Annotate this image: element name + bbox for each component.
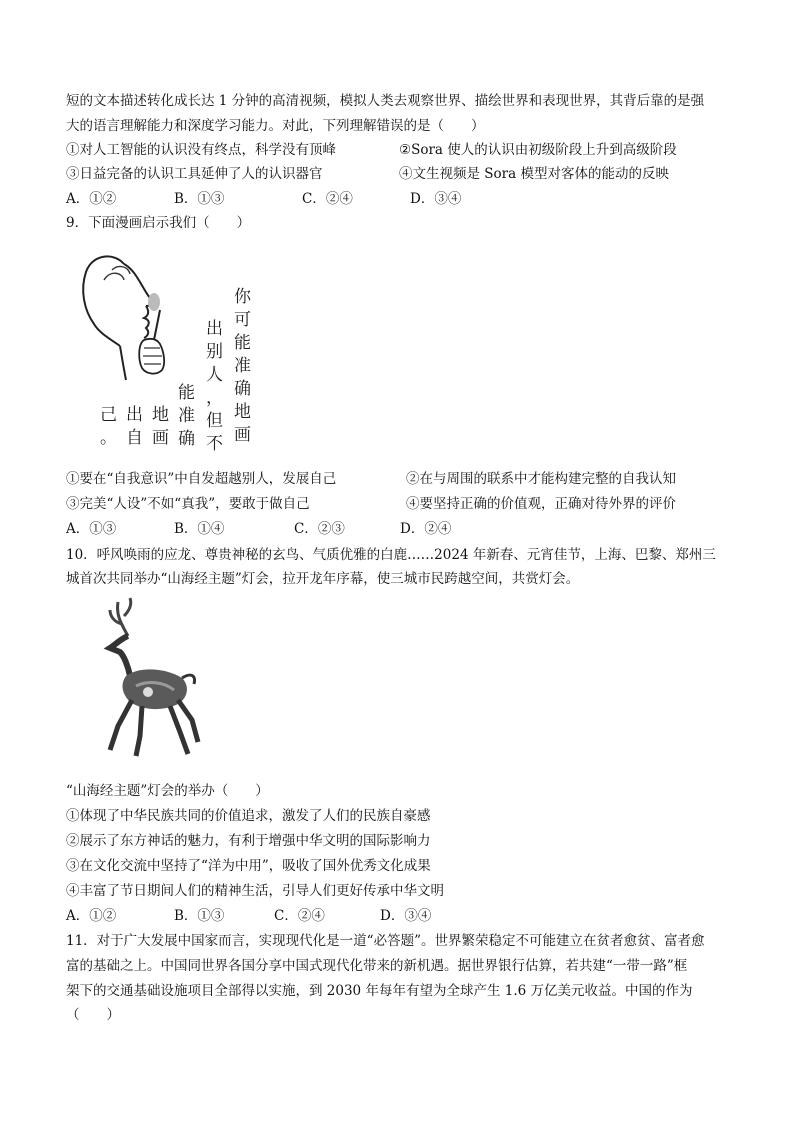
- q9-choice-c[interactable]: C．②③: [294, 521, 345, 537]
- q8-choice-a[interactable]: A．①②: [66, 191, 117, 207]
- cartoon-text-col5: 出自: [126, 405, 143, 448]
- q10-statement-4: ④丰富了节日期间人们的精神生活，引导人们更好传承中华文明: [66, 883, 444, 899]
- q10-text-line1: 10．呼风唤雨的应龙、尊贵神秘的玄鸟、气质优雅的白鹿……2024 年新春、元宵佳节，上海、巴黎、郑州三: [66, 547, 716, 563]
- cartoon-image: [64, 240, 274, 460]
- q8-choice-d[interactable]: D．③④: [410, 191, 462, 207]
- deer-lantern-image: [70, 596, 210, 766]
- q8-choices: [66, 190, 461, 208]
- q10-text-line2: 城首次共同举办“山海经主题”灯会，拉开龙年序幕，使三城市民跨越空间，共赏灯会。: [66, 571, 580, 587]
- q8-choice-c[interactable]: C．②④: [302, 191, 353, 207]
- q11-text-line1: 11．对于广大发展中国家而言，实现现代化是一道“必答题”。世界繁荣稳定不可能建立在贫者愈贫、富者愈: [66, 933, 705, 949]
- q9-statement-4: ④要坚持正确的价值观，正确对待外界的评价: [406, 496, 676, 512]
- q10-choices: [66, 907, 431, 925]
- q9-choice-b[interactable]: B．①④: [174, 521, 225, 537]
- q10-choice-b[interactable]: B．①③: [174, 908, 225, 924]
- q9-statement-2: ②在与周围的联系中才能构建完整的自我认知: [406, 471, 676, 487]
- q9-choice-d[interactable]: D．②④: [400, 521, 452, 537]
- q9-choices: [66, 520, 451, 538]
- q10-statement-1: ①体现了中华民族共同的价值追求，激发了人们的民族自豪感: [66, 808, 431, 824]
- q8-statement-1: ①对人工智能的认识没有终点，科学没有顶峰: [66, 142, 336, 158]
- cartoon-text-col4: 地画: [152, 405, 169, 448]
- q8-statement-4: ④文生视频是 Sora 模型对客体的能动的反映: [399, 166, 669, 182]
- q10-stem: “山海经主题”灯会的举办（ ）: [66, 783, 269, 799]
- q10-statement-2: ②展示了东方神话的魅力，有利于增强中华文明的国际影响力: [66, 833, 431, 849]
- q9-statement-1: ①要在“自我意识”中自发超越别人，发展自己: [66, 471, 337, 487]
- q10-statement-3: ③在文化交流中坚持了“洋为中用”，吸收了国外优秀文化成果: [66, 858, 431, 874]
- q11-text-line2: 富的基础之上。中国同世界各国分享中国式现代化带来的新机遇。据世界银行估算，若共建“一带一路”框: [66, 958, 688, 974]
- q8-choice-b[interactable]: B．①③: [174, 191, 225, 207]
- q11-answer-blank: （ ）: [66, 1007, 120, 1023]
- q10-choice-d[interactable]: D．③④: [380, 908, 432, 924]
- cartoon-text-col2: 出别人，但不: [206, 319, 223, 454]
- cartoon-text-col1: 你可能准确地画: [234, 287, 251, 445]
- q8-text-line2: 大的语言理解能力和深度学习能力。对此，下列理解错误的是（ ）: [66, 118, 485, 134]
- q8-statement-2: ②Sora 使人的认识由初级阶段上升到高级阶段: [399, 142, 677, 158]
- q10-choice-c[interactable]: C．②④: [274, 908, 325, 924]
- q9-stem: 9．下面漫画启示我们（ ）: [66, 215, 251, 231]
- cartoon-text-col3: 能准确: [178, 383, 195, 449]
- q10-choice-a[interactable]: A．①②: [66, 908, 117, 924]
- q8-text-line1: 短的文本描述转化成长达 1 分钟的高清视频，模拟人类去观察世界、描绘世界和表现世界，其背后靠的是强: [66, 93, 705, 109]
- cartoon-text-col6: 己。: [100, 405, 117, 448]
- q9-choice-a[interactable]: A．①③: [66, 521, 117, 537]
- q11-text-line3: 架下的交通基础设施项目全部得以实施，到 2030 年每年有望为全球产生 1.6 万亿美元收益。中国的作为: [66, 983, 693, 999]
- q9-statement-3: ③完美“人设”不如“真我”，要敢于做自己: [66, 496, 310, 512]
- q8-statement-3: ③日益完备的认识工具延伸了人的认识器官: [66, 166, 323, 182]
